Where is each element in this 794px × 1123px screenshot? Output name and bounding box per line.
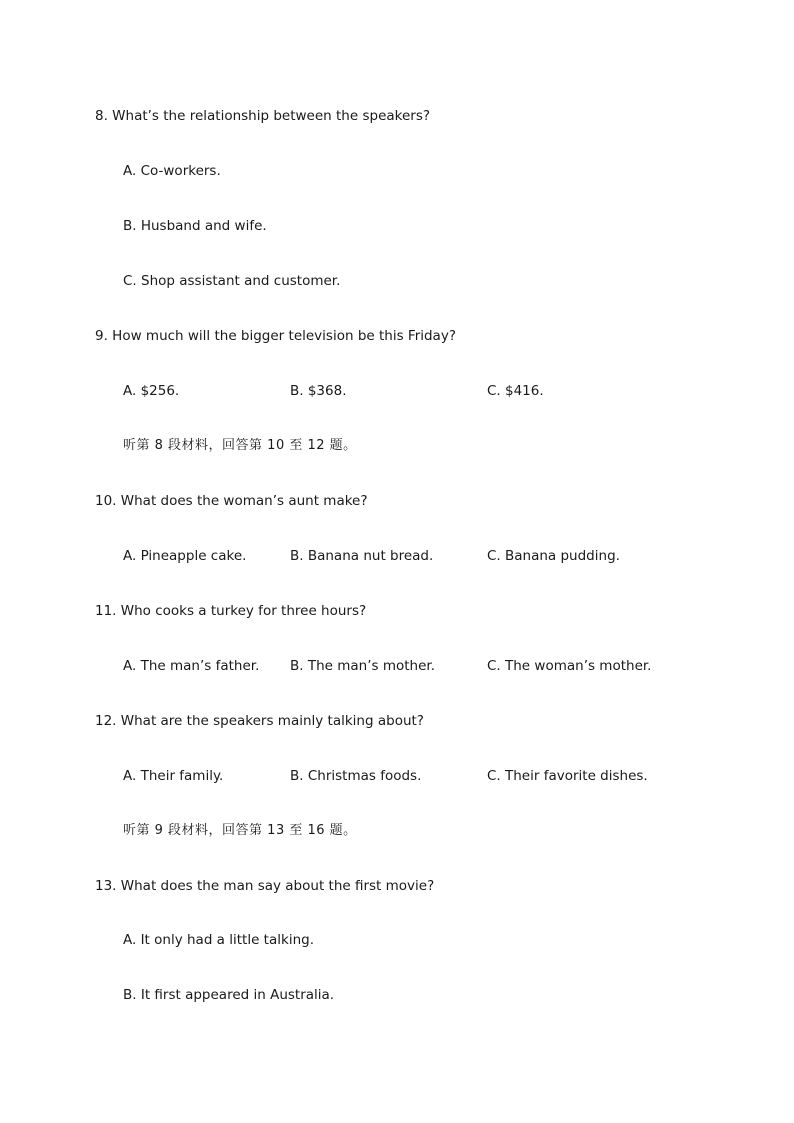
section-8-instruction: 听第 8 段材料，回答第 10 至 12 题。 bbox=[123, 438, 357, 453]
question-10-option-c: C. Banana pudding. bbox=[487, 548, 620, 564]
question-13-option-a: A. It only had a little talking. bbox=[123, 932, 314, 948]
question-11-option-c: C. The woman’s mother. bbox=[487, 658, 652, 674]
question-9-stem: 9. How much will the bigger television be this Friday? bbox=[95, 328, 456, 344]
question-11-stem: 11. Who cooks a turkey for three hours? bbox=[95, 603, 367, 619]
question-12-option-a: A. Their family. bbox=[123, 768, 224, 784]
question-13-stem: 13. What does the man say about the first movie? bbox=[95, 878, 435, 894]
question-9-option-c: C. $416. bbox=[487, 383, 544, 399]
question-8-option-c: C. Shop assistant and customer. bbox=[123, 273, 341, 289]
question-11-option-a: A. The man’s father. bbox=[123, 658, 260, 674]
question-10-stem: 10. What does the woman’s aunt make? bbox=[95, 493, 368, 509]
question-12-stem: 12. What are the speakers mainly talking about? bbox=[95, 713, 424, 729]
question-12-option-c: C. Their favorite dishes. bbox=[487, 768, 648, 784]
question-9-option-a: A. $256. bbox=[123, 383, 180, 399]
question-9-option-b: B. $368. bbox=[290, 383, 347, 399]
section-9-instruction: 听第 9 段材料，回答第 13 至 16 题。 bbox=[123, 823, 357, 838]
question-10-option-a: A. Pineapple cake. bbox=[123, 548, 247, 564]
question-11-option-b: B. The man’s mother. bbox=[290, 658, 436, 674]
question-8-stem: 8. What’s the relationship between the speakers? bbox=[95, 108, 431, 124]
question-13-option-b: B. It first appeared in Australia. bbox=[123, 987, 335, 1003]
question-10-option-b: B. Banana nut bread. bbox=[290, 548, 434, 564]
question-8-option-a: A. Co-workers. bbox=[123, 163, 221, 179]
question-12-option-b: B. Christmas foods. bbox=[290, 768, 422, 784]
question-8-option-b: B. Husband and wife. bbox=[123, 218, 267, 234]
